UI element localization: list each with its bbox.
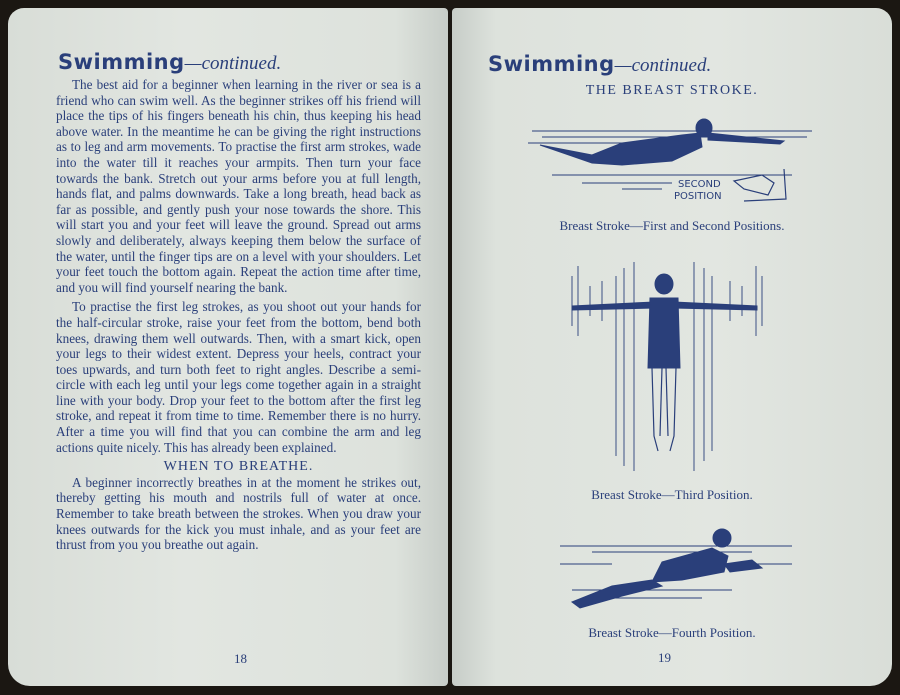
paragraph: The best aid for a beginner when learning in the river or sea is a friend who can swim well. As the beginner strikes off his friend will place the tips of his fingers beneath his chin, thus keeping his head above water. In the meantime he can be giving the right instructions as to leg and arm movements. To practise the first arm strokes, wade into the water till it reaches your armpits. Then turn your face towards the bank. Stretch out your arms before you at full length, hands flat, and palms downwards. Take a long breath, head back as far as possible, and gently push your nose towards the shore. This will start you and your feet will leave the ground. Spread out arms slowly and deliberately, always keeping them below the surface of the water, until the finger tips are on a level with your shoulders. Let your feet touch the bottom again. Repeat the action time after time, and you will find yourself nearing the bank. bbox=[56, 77, 421, 295]
figure-caption: Breast Stroke—Fourth Position. bbox=[588, 625, 756, 640]
figure-caption: Breast Stroke—Third Position. bbox=[591, 487, 753, 502]
figure-label-line1: SECOND bbox=[678, 179, 721, 190]
page-heading bbox=[58, 50, 281, 75]
figure-label-line2: POSITION bbox=[674, 191, 722, 202]
body-text bbox=[56, 77, 421, 553]
heading-suffix: —continued. bbox=[184, 53, 282, 74]
left-page bbox=[8, 8, 448, 686]
figure-first-second-position bbox=[522, 103, 822, 213]
heading-main: Swimming bbox=[58, 50, 185, 74]
figure-fourth-position bbox=[552, 520, 802, 615]
page-number: 18 bbox=[234, 651, 247, 666]
paragraph: A beginner incorrectly breathes in at the moment he strikes out, thereby getting his mouth and nostrils full of water at once. Remember to take breath between the strokes. When you draw your knees outwards for the kick you must inhale, and as your feet are thrust from you you breathe out again. bbox=[56, 474, 421, 553]
figure-third-position bbox=[562, 256, 772, 478]
page-heading bbox=[488, 52, 711, 77]
section-subheading: WHEN TO BREATHE. bbox=[163, 459, 314, 475]
page-number: 19 bbox=[658, 650, 671, 665]
heading-suffix: —continued. bbox=[614, 55, 712, 76]
figure-caption: Breast Stroke—First and Second Positions. bbox=[559, 218, 785, 233]
section-subheading: THE BREAST STROKE. bbox=[585, 83, 759, 98]
heading-main: Swimming bbox=[488, 52, 615, 76]
paragraph: To practise the first leg strokes, as you shoot out your hands for the half-circular stroke, raise your feet from the bottom, bend both knees, drawing them well outwards. Then, with a smart kick, open your legs to their widest extent. Depress your heels, contract your toes upwards, and turn both feet to right angles. Describe a semi-circle with each leg until your legs come together again in a straight line with your body. Drop your feet to the bottom after the first leg stroke, and repeat it from time to time. Remember there is no hurry. After a time you will find that you can combine the arm and leg actions quite nicely. This has already been explained. bbox=[56, 299, 421, 455]
right-page bbox=[452, 8, 892, 686]
